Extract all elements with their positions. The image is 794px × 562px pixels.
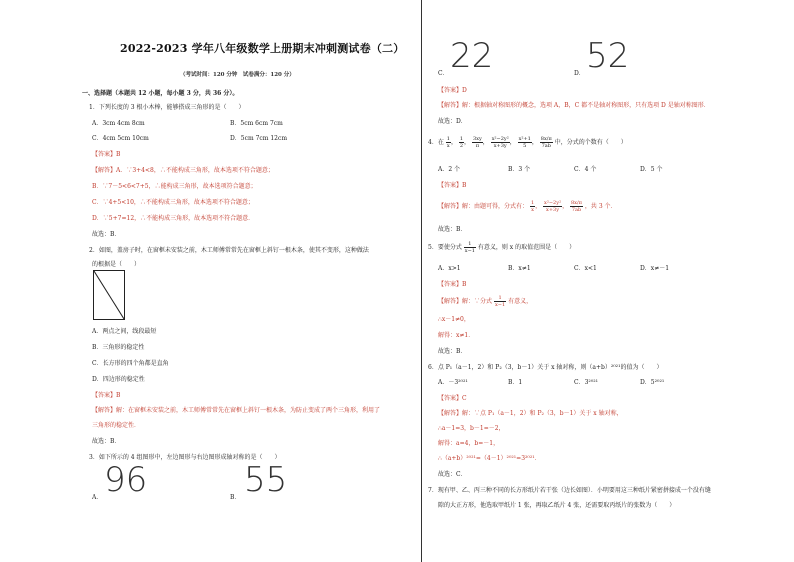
q4-f6-num: 8x/π <box>540 136 552 142</box>
section-heading: 一、选择题（本题共 12 小题，每小题 3 分，共 36 分）。 <box>82 90 239 97</box>
q4-answer: 【答案】B <box>438 182 467 189</box>
q1-option-c: C．4cm 5cm 10cm <box>92 135 149 142</box>
q5-option-a: A．x>1 <box>438 265 461 272</box>
q3-explain-1: 【解答】解：根据轴对称图形的概念，选项 A，B，C 都不是轴对称图形，只有选项 D 是轴对称图形． <box>438 102 710 109</box>
q5-option-d: D．x≠－1 <box>640 265 670 272</box>
q4-fraction-5 <box>518 136 532 149</box>
q4-explain-pre: 【解答】解：由题可得，分式有： <box>438 203 529 210</box>
q6-explain-1: 【解答】解：∵点 P₁（a－1，2）和 P₂（3，b－1）关于 x 轴对称， <box>438 410 623 417</box>
q4-fraction-2 <box>459 136 464 149</box>
q5-answer: 【答案】B <box>438 281 467 288</box>
q6-option-a: A．－3²⁰²¹ <box>438 379 468 386</box>
q1-option-a: A．3cm 4cm 8cm <box>92 120 145 127</box>
q5-explain-2: ∴x－1≠0， <box>438 316 470 323</box>
q3-option-a-digits: 96 <box>104 460 148 500</box>
q5-ef-num: 1 <box>494 295 506 302</box>
q5-stem-post: 有意义，则 x 的取值范围是（ ） <box>477 244 576 251</box>
q6-answer: 【答案】C <box>438 395 467 402</box>
q6-option-d: D．5²⁰²¹ <box>640 379 665 386</box>
page-title: 2022-2023 学年八年级数学上册期末冲刺测试卷（二） <box>120 42 405 55</box>
q4-stem-pre: 4．在 <box>428 139 444 146</box>
q6-explain-2: ∴a－1=3，b－1=－2， <box>438 425 505 432</box>
q3-option-a-label: A． <box>92 494 103 501</box>
q4-option-a: A．2 个 <box>438 166 461 173</box>
q4-option-d: D．5 个 <box>640 166 663 173</box>
q4-option-c: C．4 个 <box>574 166 597 173</box>
q4-fraction-4 <box>491 136 510 149</box>
q3-option-d-digits: 52 <box>586 36 630 76</box>
q5-explain-post: 有意义， <box>508 298 533 305</box>
q4-f6-den: 7ab <box>541 143 551 149</box>
q4-f2-den: 2 <box>459 143 464 149</box>
q3-option-b-digits: 55 <box>244 460 288 500</box>
q7-stem-line2: 隙的大正方形，他选取甲纸片 1 张，再取乙纸片 4 张，还需要取丙纸片的张数为（ ） <box>438 502 676 509</box>
q5-f-num: 1 <box>464 241 476 248</box>
q4-f2-num: 1 <box>459 136 464 142</box>
q4-explain: 【解答】解：由题可得，分式有： $\frac{1}{x}$ ， $\frac{\text{x²−2y²}}{x+3y}$ ， $\frac{8x/\pi}{7ab}$ ，共 3 个． <box>438 200 617 213</box>
q6-conclusion: 故选：C． <box>438 471 467 478</box>
q5-explain-1 <box>438 295 532 308</box>
q4-explain-frac-3 <box>570 200 583 213</box>
q4-stem-post: 中，分式的个数有（ ） <box>554 139 627 146</box>
q4-explain-frac-2 <box>543 200 562 213</box>
q1-option-b: B．5cm 6cm 7cm <box>230 120 283 127</box>
q2-explain-1: 【解答】解：在窗框未安装之前，木工师傅常常先在窗框上斜钉一根木条，为防止变成了两个三角形，利用了 <box>92 407 381 414</box>
q5-conclusion: 故选：B． <box>438 348 467 355</box>
q2-explain-2: 三角形的稳定性． <box>92 422 141 429</box>
q4-ef3-num: 8x/π <box>571 200 582 206</box>
q4-f1-den: x <box>446 143 450 149</box>
q4-fraction-3 <box>472 136 483 149</box>
q4-stem: 4．在 $\frac{1}{x}$ ， $\frac{1}{2}$ ， $\frac{3xy}{\pi}$ ， $\frac{\text{x²−2y²}}{x+3y}$ ， $\frac{\text{x²+1}}{5}$ ， $\frac{8x/\pi}{7ab}$ 中，分式的个数有（ ） <box>428 136 627 149</box>
q4-f3-den: π <box>475 143 480 149</box>
q6-stem: 6．点 P₁（a－1，2）和 P₂（3，b－1）关于 x 轴对称，则（a+b）²⁰²¹的值为（ ） <box>428 364 663 371</box>
q4-f5-num: x²+1 <box>518 136 531 142</box>
q4-f4-num: x²−2y² <box>491 136 509 142</box>
q4-fraction-6 <box>540 136 553 149</box>
q4-f3-num: 3xy <box>472 136 482 142</box>
q6-option-c: C．3²⁰²¹ <box>574 379 599 386</box>
q2-option-a: A．两点之间，线段最短 <box>92 328 157 335</box>
q1-option-d: D．5cm 7cm 12cm <box>230 135 288 142</box>
q5-fraction <box>464 241 476 254</box>
q6-explain-3: 解得：a=4，b=－1， <box>438 440 500 447</box>
q5-f-den: x−1 <box>464 248 475 254</box>
q5-ef-den: x−1 <box>494 302 506 308</box>
q4-option-b: B．3 个 <box>508 166 531 173</box>
q3-conclusion: 故选：D． <box>438 118 467 125</box>
window-frame-figure <box>93 270 125 320</box>
q4-ef2-den: x+3y <box>546 207 560 213</box>
q4-f4-den: x+3y <box>493 143 507 149</box>
q5-stem-pre: 5．要使分式 <box>428 244 462 251</box>
q2-stem-line2: 的根据是（ ） <box>92 261 141 268</box>
q4-ef1-num: 1 <box>530 200 535 206</box>
q4-f1-num: 1 <box>446 136 450 142</box>
q1-explain-4: D．∵5+7=12，∴不能构成三角形，故本选项不符合题意． <box>92 215 255 222</box>
q2-conclusion: 故选：B． <box>92 438 121 445</box>
q4-fraction-1 <box>446 136 451 149</box>
q7-stem-line1: 7．现有甲、乙、丙三种不同的长方形纸片若干张（边长如图）．小明要用这三种纸片紧密拼接成一个没有缝 <box>428 487 711 494</box>
q1-stem: 1．下列长度的 3 根小木棒，能够搭成三角形的是（ ） <box>89 104 245 111</box>
q4-explain-post: ，共 3 个． <box>584 203 617 210</box>
q3-option-b-label: B． <box>230 494 241 501</box>
q4-ef2-num: x²−2y² <box>544 200 562 206</box>
column-divider <box>421 0 422 562</box>
q2-option-b: B．三角形的稳定性 <box>92 344 145 351</box>
q1-explain-1: 【解答】A．∵3+4<8，∴不能构成三角形，故本选项不符合题意； <box>92 167 274 174</box>
q2-option-d: D．四边形的稳定性 <box>92 376 145 383</box>
q1-explain-2: B．∵7－5<6<7+5，∴能构成三角形，故本选项符合题意； <box>92 183 257 190</box>
q4-conclusion: 故选：B． <box>438 226 467 233</box>
q1-answer: 【答案】B <box>92 151 121 158</box>
q5-explain-3: 解得：x≠1． <box>438 332 475 339</box>
q3-option-c-digits: 22 <box>450 36 494 76</box>
q5-option-b: B．x≠1 <box>508 265 531 272</box>
q5-explain-fraction <box>494 295 506 308</box>
q4-ef1-den: x <box>531 207 534 213</box>
q6-option-b: B．1 <box>508 379 523 386</box>
q1-conclusion: 故选：B． <box>92 231 121 238</box>
q4-ef3-den: 7ab <box>571 207 582 213</box>
q5-option-c: C．x<1 <box>574 265 597 272</box>
q3-option-c-label: C． <box>438 70 449 77</box>
q5-stem <box>428 241 575 254</box>
q6-explain-4: ∴（a+b）²⁰²¹=（4－1）²⁰²¹=3²⁰²¹． <box>438 455 541 462</box>
q5-explain-pre: 【解答】解：∵分式 <box>438 298 493 305</box>
q2-answer: 【答案】B <box>92 392 121 399</box>
q3-stem: 3．如下所示的 4 组图形中，左边图形与右边图形成轴对称的是（ ） <box>89 454 281 461</box>
q2-option-c: C．长方形的四个角都是直角 <box>92 360 169 367</box>
q1-explain-3: C．∵4+5<10，∴不能构成三角形，故本选项不符合题意； <box>92 199 254 206</box>
exam-meta: （考试时间：120 分钟 试卷满分：120 分） <box>180 72 295 78</box>
q2-stem-line1: 2．如图，盖房子时，在窗框未安装之前，木工师傅常常先在窗框上斜钉一根木条，使其不变形，这种做法 <box>89 247 369 254</box>
q3-option-d-label: D． <box>574 70 585 77</box>
q3-answer: 【答案】D <box>438 87 467 94</box>
q4-f5-den: 5 <box>523 143 527 149</box>
q4-explain-frac-1 <box>530 200 535 213</box>
